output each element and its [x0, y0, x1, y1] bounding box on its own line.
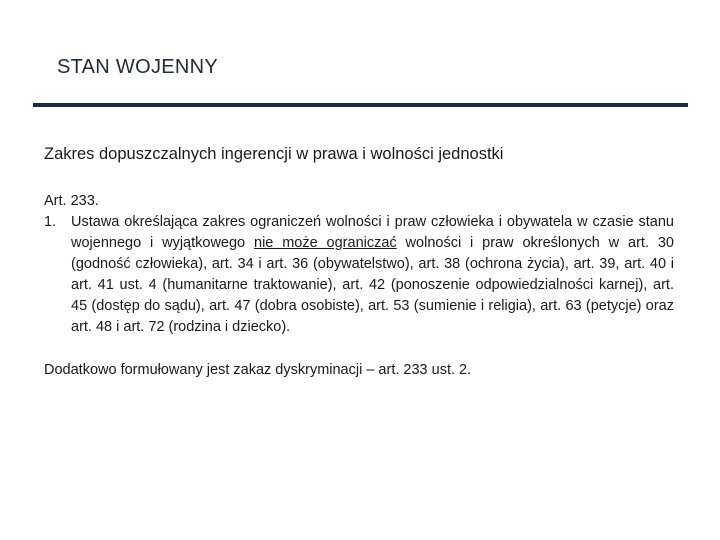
article-text-underlined: nie może ograniczać — [254, 235, 397, 251]
slide-subtitle: Zakres dopuszczalnych ingerencji w prawa i wolności jednostki — [44, 145, 504, 163]
additional-note: Dodatkowo formułowany jest zakaz dyskryminacji – art. 233 ust. 2. — [44, 362, 472, 378]
article-heading: Art. 233. — [44, 193, 99, 209]
article-item-text — [71, 212, 674, 338]
article-item-number: 1. — [44, 214, 57, 230]
title-divider — [33, 103, 688, 107]
slide-title: STAN WOJENNY — [57, 56, 219, 78]
article-text-part-2: wolności i praw określonych w art. 30 (godność człowieka), art. 34 i art. 36 (obywatelstwo), art. 38 (ochrona życia), art. 39, art. 40 i art. 41 ust. 4 (humanitarne traktowanie), art. 42 (ponoszenie odpowiedzialności karnej), art. 45 (dostęp do sądu), art. 47 (dobra osobiste), art. 53 (sumienie i religia), art. 63 (petycje) oraz art. 48 i art. 72 (rodzina i dziecko). — [71, 235, 674, 335]
article-item — [44, 212, 674, 338]
slide-content — [44, 144, 674, 396]
article-text-part-1: Ustawa określająca zakres ograniczeń wolności i praw człowieka i obywatela w czasie stanu wojennego i wyjątkowego — [71, 214, 674, 251]
